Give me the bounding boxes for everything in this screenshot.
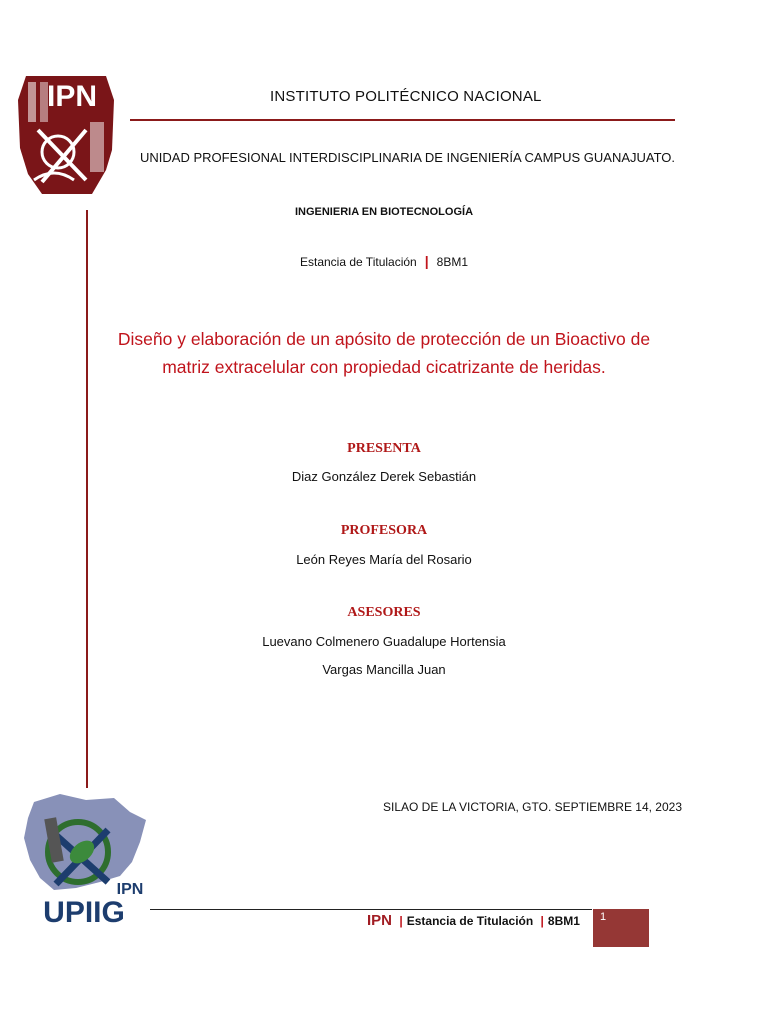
stay-line (0, 253, 768, 269)
margin-rule (86, 210, 88, 788)
upiig-logo (20, 790, 150, 928)
thesis-title-line-2: matriz extracelular con propiedad cicatrizante de heridas. (162, 357, 606, 377)
footer (367, 912, 580, 929)
ipn-logo-text: IPN (46, 80, 98, 113)
upiig-logo-small-text: IPN (116, 881, 144, 898)
page-number-box (593, 909, 649, 947)
footer-stay-label: Estancia de Titulación (406, 914, 534, 928)
footer-separator-2: | (540, 914, 544, 928)
group-code: 8BM1 (436, 255, 469, 269)
presenta-heading: PRESENTA (347, 441, 421, 456)
header-rule (130, 119, 675, 121)
profesora-heading: PROFESORA (340, 523, 428, 538)
career-name: INGENIERIA EN BIOTECNOLOGÍA (294, 206, 474, 218)
unit-name: UNIDAD PROFESIONAL INTERDISCIPLINARIA DE INGENIERÍA CAMPUS GUANAJUATO. (140, 150, 676, 165)
upiig-logo-text: UPIIG (43, 896, 125, 928)
footer-ipn: IPN (367, 912, 393, 929)
stay-label: Estancia de Titulación (299, 255, 417, 269)
asesor-2-name: Vargas Mancilla Juan (322, 662, 446, 677)
institute-name: INSTITUTO POLITÉCNICO NACIONAL (270, 88, 542, 105)
footer-rule (150, 909, 592, 910)
thesis-title (70, 325, 698, 381)
footer-separator-1: | (399, 914, 403, 928)
presenta-name: Diaz González Derek Sebastián (291, 469, 477, 484)
page-number: 1 (600, 911, 607, 923)
asesor-1-name: Luevano Colmenero Guadalupe Hortensia (262, 634, 506, 649)
profesora-name: León Reyes María del Rosario (296, 552, 472, 567)
ipn-logo (14, 70, 118, 200)
footer-group: 8BM1 (547, 914, 580, 928)
place-date: SILAO DE LA VICTORIA, GTO. SEPTIEMBRE 14, 2023 (383, 800, 683, 814)
stay-separator: | (424, 253, 429, 269)
asesores-heading: ASESORES (347, 605, 421, 620)
thesis-title-line-1: Diseño y elaboración de un apósito de protección de un Bioactivo de (117, 329, 651, 349)
